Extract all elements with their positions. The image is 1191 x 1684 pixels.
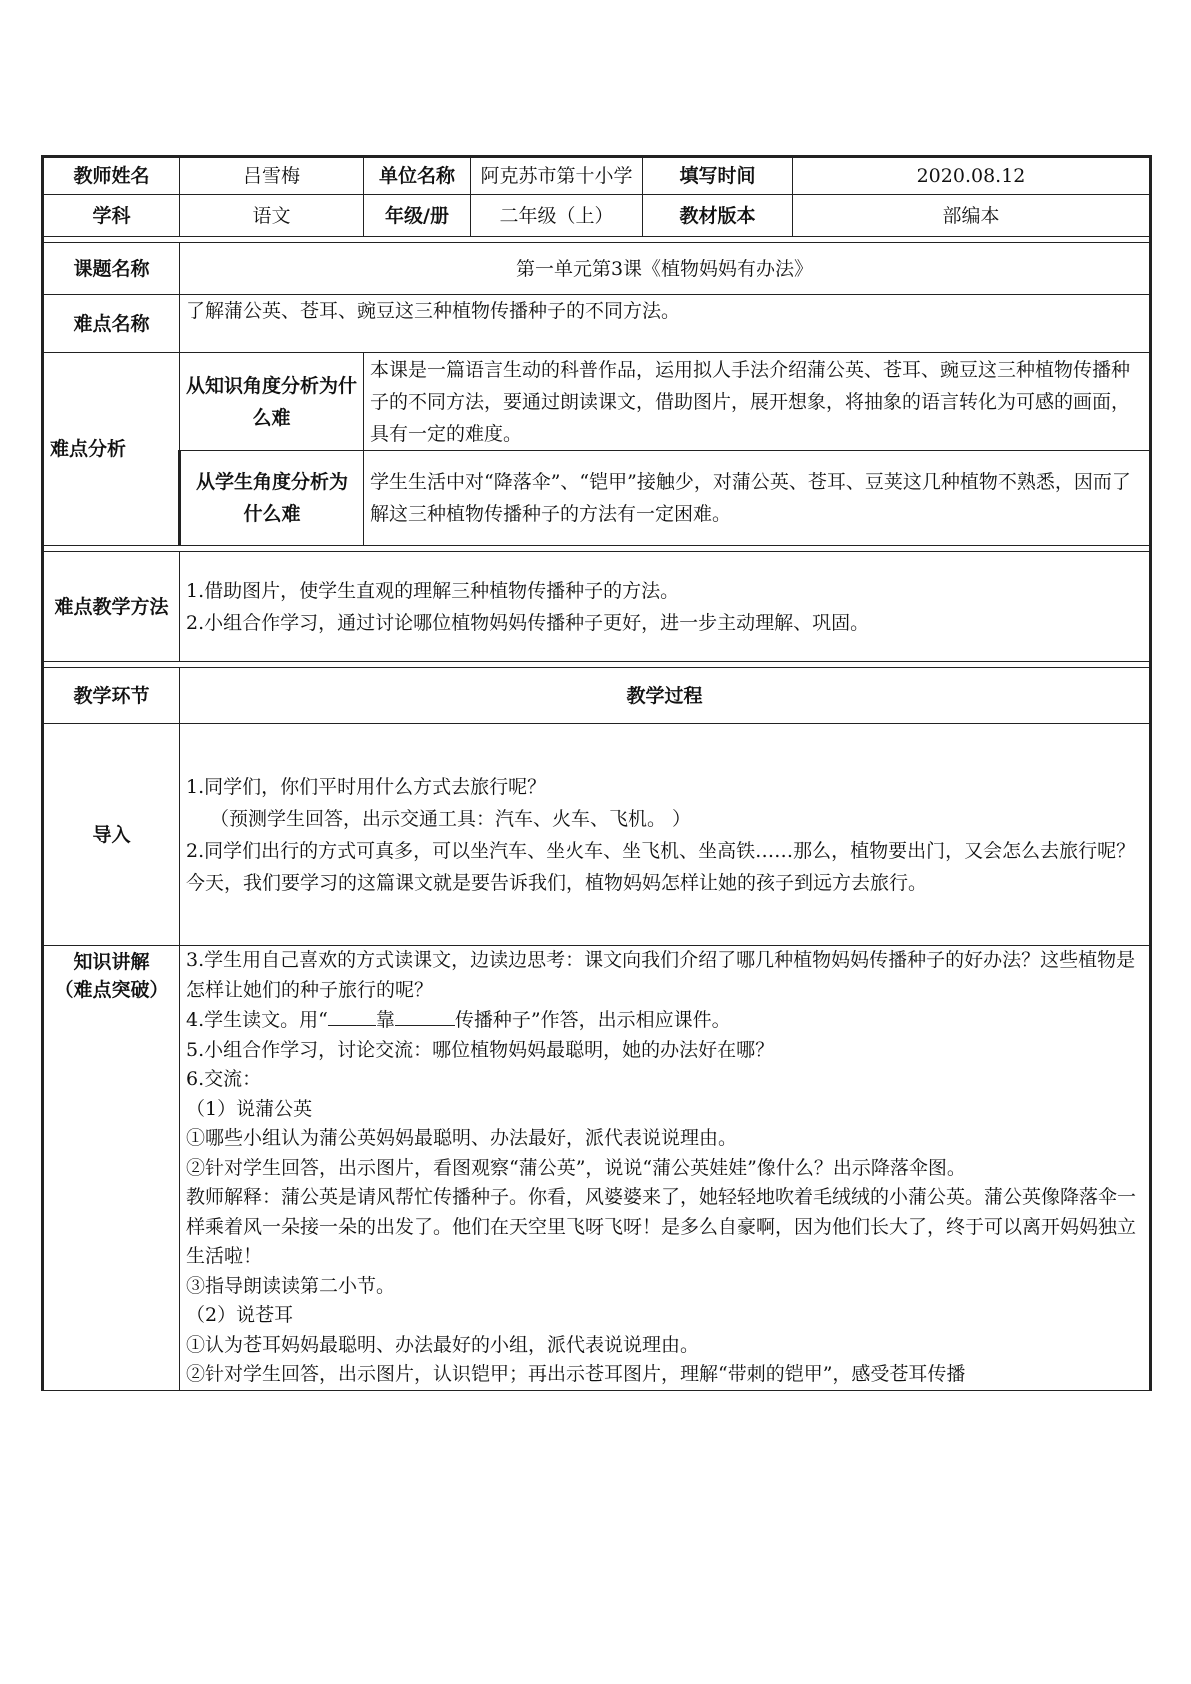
intro-line-2: （预测学生回答，出示交通工具：汽车、火车、飞机。 ） bbox=[210, 807, 692, 830]
row-analysis-student bbox=[43, 451, 1151, 546]
row-knowledge bbox=[43, 946, 1151, 1391]
grade-value: 二年级（上） bbox=[471, 195, 643, 237]
unit-label: 单位名称 bbox=[364, 157, 471, 195]
knowledge-s1d: ③指导朗读读第二小节。 bbox=[186, 1274, 396, 1297]
knowledge-s1a: ①哪些小组认为蒲公英妈妈最聪明、办法最好，派代表说说理由。 bbox=[186, 1127, 738, 1149]
knowledge-s1b: ②针对学生回答，出示图片，看图观察“蒲公英”，说说“蒲公英娃娃”像什么？出示降落伞图。 bbox=[186, 1156, 966, 1179]
lesson-plan-sheet bbox=[41, 155, 1149, 1391]
fill-blank-1 bbox=[328, 1005, 376, 1026]
topic-label: 课题名称 bbox=[43, 243, 180, 295]
teacher-label: 教师姓名 bbox=[43, 157, 180, 195]
intro-label: 导入 bbox=[43, 724, 180, 946]
knowledge-angle-text: 本课是一篇语言生动的科普作品，运用拟人手法介绍蒲公英、苍耳、豌豆这三种植物传播种子的不同方法，要通过朗读课文，借助图片，展开想象，将抽象的语言转化为可感的画面，具有一定的难度。 bbox=[364, 353, 1151, 451]
row-teacher bbox=[43, 157, 1151, 195]
method-line-1: 1.借助图片，使学生直观的理解三种植物传播种子的方法。 bbox=[186, 579, 680, 602]
knowledge-p4-c: 传播种子”作答，出示相应课件。 bbox=[454, 1009, 731, 1031]
student-angle-label: 从学生角度分析为什么难 bbox=[180, 451, 364, 546]
knowledge-s1c: 教师解释：蒲公英是请风帮忙传播种子。你看，风婆婆来了，她轻轻地吹着毛绒绒的小蒲公英。蒲公英像降落伞一样乘着风一朵接一朵的出发了。他们在天空里飞呀飞呀！是多么自豪啊，因为他们长大了，终于可以离开妈妈独立生活啦！ bbox=[186, 1186, 1137, 1267]
knowledge-p3: 3.学生用自己喜欢的方式读课文，边读边思考：课文向我们介绍了哪几种植物妈妈传播种子的好办法？这些植物是怎样让她们的种子旅行的呢？ bbox=[186, 949, 1136, 1001]
method-content bbox=[180, 552, 1151, 662]
edition-value: 部编本 bbox=[793, 195, 1151, 237]
knowledge-p5: 5.小组合作学习，讨论交流：哪位植物妈妈最聪明，她的办法好在哪？ bbox=[186, 1038, 775, 1061]
knowledge-p4-a: 4.学生读文。用“ bbox=[186, 1009, 328, 1031]
subject-value: 语文 bbox=[180, 195, 364, 237]
row-intro bbox=[43, 724, 1151, 946]
process-header: 教学过程 bbox=[180, 668, 1151, 724]
intro-line-1: 1.同学们，你们平时用什么方式去旅行呢？ bbox=[186, 775, 547, 798]
analysis-label: 难点分析 bbox=[43, 353, 180, 546]
difficulty-label: 难点名称 bbox=[43, 295, 180, 353]
knowledge-label-line-1: 知识讲解 bbox=[73, 951, 150, 973]
grade-label: 年级/册 bbox=[364, 195, 471, 237]
student-angle-text: 学生生活中对“降落伞”、“铠甲”接触少，对蒲公英、苍耳、豆荚这几种植物不熟悉，因而了解这三种植物传播种子的方法有一定困难。 bbox=[364, 451, 1151, 546]
difficulty-value: 了解蒲公英、苍耳、豌豆这三种植物传播种子的不同方法。 bbox=[180, 295, 1151, 353]
edition-label: 教材版本 bbox=[643, 195, 793, 237]
knowledge-content bbox=[180, 946, 1151, 1391]
knowledge-s2a: ①认为苍耳妈妈最聪明、办法最好的小组，派代表说说理由。 bbox=[186, 1333, 700, 1356]
knowledge-label-line-2: （难点突破） bbox=[54, 979, 169, 1001]
row-process-header bbox=[43, 668, 1151, 724]
intro-content bbox=[180, 724, 1151, 946]
date-label: 填写时间 bbox=[643, 157, 793, 195]
lesson-plan-table bbox=[41, 155, 1152, 1391]
knowledge-p6: 6.交流： bbox=[186, 1068, 262, 1090]
method-label: 难点教学方法 bbox=[43, 552, 180, 662]
knowledge-s2b: ②针对学生回答，出示图片，认识铠甲；再出示苍耳图片，理解“带刺的铠甲”，感受苍耳传播 bbox=[186, 1363, 966, 1385]
row-analysis-knowledge bbox=[43, 353, 1151, 451]
knowledge-label bbox=[43, 946, 180, 1391]
row-topic bbox=[43, 243, 1151, 295]
row-subject bbox=[43, 195, 1151, 237]
knowledge-p4-b: 靠 bbox=[375, 1009, 395, 1031]
fill-blank-2 bbox=[395, 1005, 455, 1026]
knowledge-s2: （2）说苍耳 bbox=[186, 1304, 294, 1326]
row-difficulty bbox=[43, 295, 1151, 353]
knowledge-s1: （1）说蒲公英 bbox=[186, 1097, 313, 1120]
teacher-value: 吕雪梅 bbox=[180, 157, 364, 195]
intro-line-3: 2.同学们出行的方式可真多，可以坐汽车、坐火车、坐飞机、坐高铁……那么，植物要出门，又会怎么去旅行呢？今天，我们要学习的这篇课文就是要告诉我们，植物妈妈怎样让她的孩子到远方去旅行。 bbox=[186, 839, 1136, 894]
topic-value: 第一单元第3课《植物妈妈有办法》 bbox=[180, 243, 1151, 295]
unit-value: 阿克苏市第十小学 bbox=[471, 157, 643, 195]
method-line-2: 2.小组合作学习，通过讨论哪位植物妈妈传播种子更好，进一步主动理解、巩固。 bbox=[186, 611, 870, 634]
knowledge-p4 bbox=[186, 1005, 1143, 1036]
knowledge-angle-label: 从知识角度分析为什么难 bbox=[180, 353, 364, 451]
row-method bbox=[43, 552, 1151, 662]
date-value: 2020.08.12 bbox=[793, 157, 1151, 195]
stage-header: 教学环节 bbox=[43, 668, 180, 724]
subject-label: 学科 bbox=[43, 195, 180, 237]
